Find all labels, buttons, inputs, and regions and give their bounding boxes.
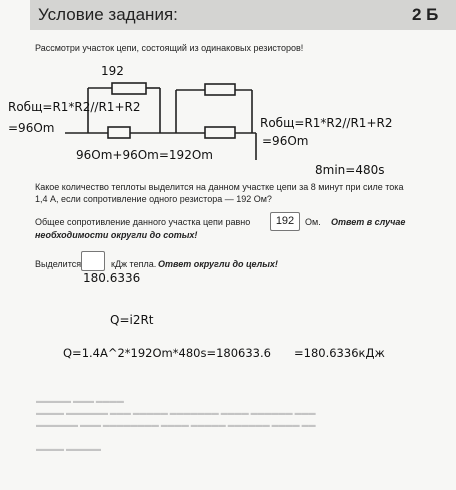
question-line-1: Какое количество теплоты выделится на данном участке цепи за 8 минут при силе тока xyxy=(35,182,404,192)
task-intro: Рассмотри участок цепи, состоящий из одинаковых резисторов! xyxy=(35,43,304,53)
handwritten-left-formula: Rобщ=R1*R2//R1+R2 xyxy=(8,100,141,114)
handwritten-sum: 96Om+96Om=192Om xyxy=(76,148,213,162)
handwritten-right-result: =96Om xyxy=(262,134,309,148)
resistor xyxy=(108,127,130,138)
resistor xyxy=(205,127,235,138)
heat-note: Ответ округли до целых! xyxy=(158,259,278,269)
task-number: 2 Б xyxy=(412,5,439,24)
heat-unit: кДж тепла. xyxy=(111,259,157,269)
heat-answer-field[interactable] xyxy=(81,251,105,271)
bleed-through-line: ▬▬▬▬ ▬▬▬▬▬▬ ▬▬▬ ▬▬▬▬▬ ▬▬▬▬▬▬▬ ▬▬▬▬ ▬▬▬▬▬▬ ▬▬▬ xyxy=(36,410,316,417)
resistance-answer-field[interactable]: 192 xyxy=(270,212,300,231)
question-line-2: 1,4 А, если сопротивление одного резистора — 192 Ом? xyxy=(35,194,272,204)
handwritten-192: 192 xyxy=(101,64,124,78)
resistor xyxy=(112,83,146,94)
handwritten-time: 8min=480s xyxy=(315,163,385,177)
handwritten-heat-answer: 180.6336 xyxy=(83,271,141,285)
handwritten-right-formula: Rобщ=R1*R2//R1+R2 xyxy=(260,116,393,130)
handwritten-result: =180.6336кДж xyxy=(294,346,385,360)
resistor xyxy=(205,84,235,95)
bleed-through-line: ▬▬▬▬ ▬▬▬▬▬ xyxy=(36,446,101,453)
resistance-unit: Ом. xyxy=(305,217,321,227)
resistance-note-1: Ответ в случае xyxy=(331,217,406,227)
header-title: Условие задания: xyxy=(38,5,178,24)
resistance-prompt: Общее сопротивление данного участка цепи равно xyxy=(35,217,251,227)
heat-prompt: Выделится xyxy=(35,259,82,269)
handwritten-calculation: Q=1.4A^2*192Om*480s=180633.6 xyxy=(63,346,271,360)
resistance-note-2: необходимости округли до сотых! xyxy=(35,230,198,240)
bleed-through-line: ▬▬▬▬▬ ▬▬▬ ▬▬▬▬ xyxy=(36,398,124,405)
handwritten-left-result: =96Om xyxy=(8,121,55,135)
handwritten-law: Q=i2Rt xyxy=(110,313,154,327)
bleed-through-line: ▬▬▬▬▬▬ ▬▬▬ ▬▬▬▬▬▬▬▬ ▬▬▬▬ ▬▬▬▬▬ ▬▬▬▬▬▬ ▬▬▬▬ ▬▬ xyxy=(36,422,316,429)
